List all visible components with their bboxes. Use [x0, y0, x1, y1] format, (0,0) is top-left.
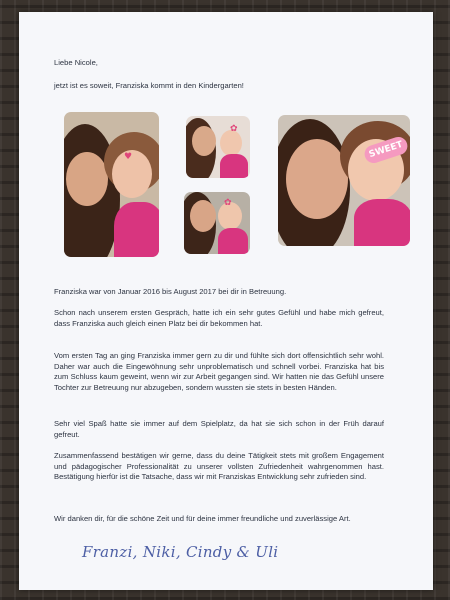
paragraph-6: Wir danken dir, für die schöne Zeit und für deine immer freundliche und zuverlässige Art. — [54, 514, 351, 523]
paragraph-2: Schon nach unserem ersten Gespräch, hatte ich ein sehr gutes Gefühl und habe mich gefreut, dass Franziska auch gleich einen Platz bei dir bekommen hat. — [54, 308, 384, 328]
paragraph-3: Vom ersten Tag an ging Franziska immer gern zu dir und fühlte sich dort offensichtlich sehr wohl. Daher war auch die Eingewöhnung sehr unproblematisch und schnell vorbei. Franziska hat bis zum Schluss kaum geweint, wenn wir zur Arbeit gegangen sind. Wir hatten nie das Gefühl unsere Tochter zur Betreuung nur abzugeben, sondern wussten sie stets in besten Händen. — [54, 351, 384, 392]
salutation: Liebe Nicole, — [54, 58, 98, 67]
photo-selfie-bottom-middle — [184, 192, 250, 254]
photo-selfie-right — [278, 115, 410, 246]
flower-sticker-icon: ✿ — [230, 124, 238, 134]
paragraph-1: Franziska war von Januar 2016 bis August 2017 bei dir in Betreuung. — [54, 287, 287, 296]
flower-sticker-icon: ✿ — [224, 198, 232, 208]
letter-paper — [19, 12, 433, 590]
photo-selfie-left — [64, 112, 159, 257]
photo-selfie-top-middle — [186, 116, 250, 178]
headline: jetzt ist es soweit, Franziska kommt in den Kindergarten! — [54, 81, 244, 90]
sweet-sticker: SWEET — [362, 135, 409, 166]
paragraph-4: Sehr viel Spaß hatte sie immer auf dem Spielplatz, da hat sie sich schon in der Früh darauf gefreut. — [54, 419, 384, 439]
paragraph-5: Zusammenfassend bestätigen wir gerne, dass du deine Tätigkeit stets mit großem Engagement und pädagogischer Professionalität zu unserer vollsten Zufriedenheit wahrgenommen hast. Bestätigung hierfür ist die Tatsache, dass wir mit Franziskas Entwicklung sehr zufrieden sind. — [54, 451, 384, 482]
heart-sticker-icon: ♥ — [124, 152, 133, 162]
handwritten-signature: Franzi, Niki, Cindy & Uli — [82, 543, 279, 561]
